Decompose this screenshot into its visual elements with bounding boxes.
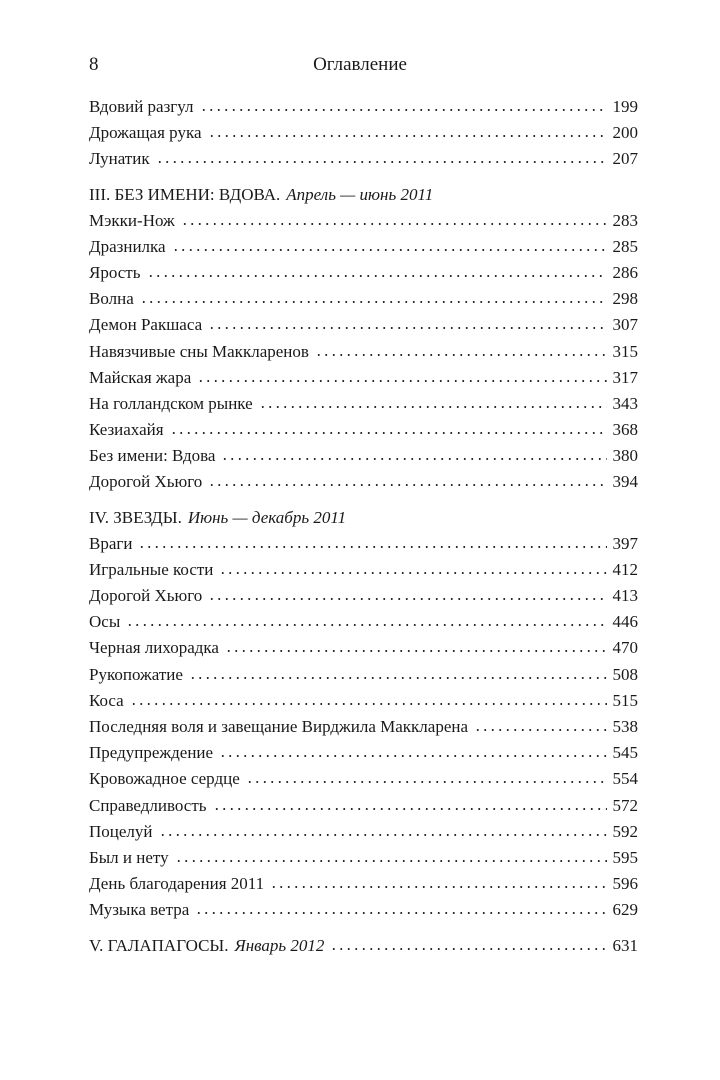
toc-entry <box>89 149 638 175</box>
dot-leader <box>246 780 607 784</box>
entry-page: 394 <box>612 472 638 492</box>
section-5-subtitle: Январь 2012 <box>234 936 325 956</box>
toc-entry <box>89 874 638 900</box>
dot-leader <box>138 545 606 549</box>
section-3-heading <box>89 185 638 211</box>
entry-title: Дразнилка <box>89 236 166 256</box>
section-4-subtitle: Июнь — декабрь 2011 <box>187 507 347 527</box>
entry-page: 397 <box>612 533 638 553</box>
entry-title: Рукопожатие <box>89 664 183 684</box>
toc-entry <box>89 665 638 691</box>
dot-leader <box>208 483 606 487</box>
section-4-heading <box>89 508 638 534</box>
entry-page: 545 <box>612 743 638 763</box>
toc-entry <box>89 743 638 769</box>
toc-entry <box>89 237 638 263</box>
toc-entry <box>89 446 638 472</box>
entry-title: Кровожадное сердце <box>89 769 240 789</box>
entry-title: Игральные кости <box>89 559 214 579</box>
entry-title: Враги <box>89 533 133 553</box>
dot-leader <box>219 571 606 575</box>
dot-leader <box>208 597 606 601</box>
entry-page: 592 <box>612 821 638 841</box>
entry-title: Коса <box>89 690 124 710</box>
entry-page: 199 <box>612 97 638 116</box>
toc-entry <box>89 263 638 289</box>
entry-page: 207 <box>612 149 638 169</box>
entry-title: Демон Ракшаса <box>89 315 203 335</box>
dot-leader <box>159 833 607 837</box>
toc-entry <box>89 97 638 123</box>
entry-page: 298 <box>612 289 638 309</box>
entry-page: 343 <box>612 393 638 413</box>
dot-leader <box>221 457 606 461</box>
entry-page: 538 <box>612 716 638 736</box>
table-of-contents <box>89 97 638 962</box>
dot-leader <box>189 676 607 680</box>
toc-entry <box>89 691 638 717</box>
entry-title: Навязчивые сны Маккларенов <box>89 341 309 361</box>
entry-page: 283 <box>612 210 638 230</box>
toc-entry <box>89 717 638 743</box>
entry-title: Предупреждение <box>89 743 214 763</box>
entry-page: 286 <box>612 262 638 282</box>
entry-title: Майская жара <box>89 367 192 387</box>
entry-title: Музыка ветра <box>89 900 190 920</box>
toc-entry <box>89 769 638 795</box>
toc-entry <box>89 211 638 237</box>
dot-leader <box>200 108 607 112</box>
entry-title: Был и нету <box>89 847 169 867</box>
toc-entry <box>89 420 638 446</box>
entry-page: 285 <box>612 236 638 256</box>
entry-page: 446 <box>612 612 638 632</box>
running-head: Оглавление <box>313 54 407 75</box>
entry-title: Дрожащая рука <box>89 123 202 143</box>
dot-leader <box>140 300 607 304</box>
toc-entry <box>89 368 638 394</box>
section-5-title: V. ГАЛАПАГОСЫ. <box>89 936 229 956</box>
dot-leader <box>330 947 606 951</box>
dot-leader <box>126 623 606 627</box>
entry-title: Ярость <box>89 262 141 282</box>
dot-leader <box>130 702 607 706</box>
toc-entry <box>89 123 638 149</box>
dot-leader <box>270 885 606 889</box>
entry-title: Осы <box>89 612 121 632</box>
entry-page: 470 <box>612 638 638 658</box>
dot-leader <box>197 379 606 383</box>
dot-leader <box>208 134 607 138</box>
dot-leader <box>208 326 606 330</box>
section-3-title: III. БЕЗ ИМЕНИ: ВДОВА. <box>89 184 281 204</box>
toc-entry <box>89 472 638 498</box>
entry-title: На голландском рынке <box>89 393 253 413</box>
toc-entry <box>89 315 638 341</box>
toc-entry <box>89 586 638 612</box>
dot-leader <box>156 160 607 164</box>
top-entries <box>89 97 638 176</box>
entry-page: 412 <box>612 559 638 579</box>
entry-page: 595 <box>612 847 638 867</box>
entry-title: Черная лихорадка <box>89 638 219 658</box>
entry-title: Без имени: Вдова <box>89 446 216 466</box>
entry-page: 380 <box>612 446 638 466</box>
dot-leader <box>195 911 606 915</box>
entry-title: Мэкки-Нож <box>89 210 175 230</box>
entry-title: Дорогой Хьюго <box>89 586 203 605</box>
toc-entry <box>89 848 638 874</box>
dot-leader <box>181 222 607 226</box>
toc-entry <box>89 638 638 664</box>
page-number: 8 <box>89 54 99 75</box>
entry-page: 596 <box>612 874 638 894</box>
section-3-subtitle: Апрель — июнь 2011 <box>286 184 434 204</box>
entry-page: 413 <box>612 586 638 605</box>
entry-title: Вдовий разгул <box>89 97 194 116</box>
entry-page: 315 <box>612 341 638 361</box>
section-3-entries <box>89 211 638 499</box>
section-4-title: IV. ЗВЕЗДЫ. <box>89 507 182 527</box>
toc-entry <box>89 900 638 926</box>
toc-entry <box>89 342 638 368</box>
toc-entry <box>89 612 638 638</box>
dot-leader <box>172 248 607 252</box>
toc-entry <box>89 796 638 822</box>
toc-entry <box>89 534 638 560</box>
dot-leader <box>147 274 607 278</box>
entry-page: 200 <box>612 123 638 143</box>
entry-page: 572 <box>612 795 638 815</box>
entry-title: Поцелуй <box>89 821 153 841</box>
toc-entry <box>89 822 638 848</box>
entry-page: 515 <box>612 690 638 710</box>
dot-leader <box>175 859 607 863</box>
entry-page: 317 <box>612 367 638 387</box>
dot-leader <box>315 353 607 357</box>
entry-title: Справедливость <box>89 795 207 815</box>
dot-leader <box>170 431 607 435</box>
dot-leader <box>213 807 607 811</box>
toc-entry <box>89 560 638 586</box>
entry-page: 629 <box>612 900 638 920</box>
dot-leader <box>474 728 606 732</box>
entry-title: Лунатик <box>89 149 150 169</box>
entry-page: 508 <box>612 664 638 684</box>
entry-title: Кезиахайя <box>89 420 164 440</box>
dot-leader <box>225 649 607 653</box>
toc-entry <box>89 289 638 315</box>
toc-entry <box>89 394 638 420</box>
section-5-heading <box>89 936 638 962</box>
entry-title: Последняя воля и завещание Вирджила Маккларена <box>89 716 469 736</box>
entry-title: Волна <box>89 289 134 309</box>
entry-title: День благодарения 2011 <box>89 874 265 894</box>
entry-page: 554 <box>612 769 638 789</box>
dot-leader <box>259 405 607 409</box>
entry-page: 368 <box>612 420 638 440</box>
section-5-page: 631 <box>612 936 638 956</box>
dot-leader <box>219 754 606 758</box>
entry-page: 307 <box>612 315 638 335</box>
entry-title: Дорогой Хьюго <box>89 472 203 492</box>
section-4-entries <box>89 534 638 927</box>
